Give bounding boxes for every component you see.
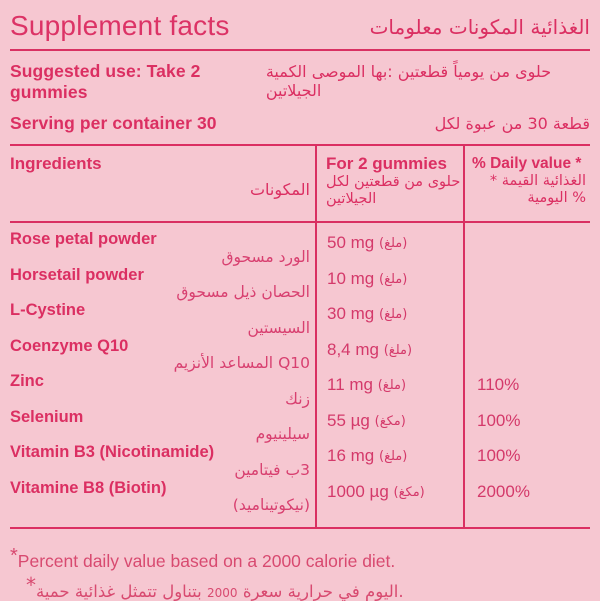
col-header-ingredients <box>10 146 315 221</box>
ingredient-name-en: Selenium <box>10 407 84 426</box>
col-amount-ar-line1: لكل قطعتين من حلوى <box>326 174 461 190</box>
col-amount-en: For 2 gummies <box>326 154 447 173</box>
footnote-en-text: Percent daily value based on a 2000 calorie diet. <box>17 551 396 571</box>
footnote <box>10 545 590 601</box>
ingredient-name-en: Vitamin B3 (Nicotinamide) <box>10 443 215 461</box>
page-title-arabic: معلومات المكونات الغذائية <box>369 15 590 39</box>
ingredient-name-ar: فيتامين ب‎3 <box>234 460 310 479</box>
amount-value: 10 mg <box>327 268 379 288</box>
label-header <box>10 8 590 48</box>
ingredient-cell <box>10 479 315 515</box>
amount-unit-ar: (ملغ) <box>378 271 408 287</box>
page-title: Supplement facts <box>10 10 230 41</box>
ingredient-name-ar: زنك <box>285 389 310 408</box>
ingredient-cell <box>10 337 315 373</box>
table-row <box>10 372 590 408</box>
suggested-use-en: Suggested use: Take 2 gummies <box>10 61 201 102</box>
amount-unit-ar: (ملغ) <box>377 378 407 393</box>
col-ingredients-ar: المكونات <box>249 180 310 199</box>
ingredient-cell <box>10 372 315 408</box>
ingredient-cell <box>10 230 315 266</box>
serving-en: Serving per container 30 <box>10 113 217 133</box>
ingredient-cell <box>10 266 315 302</box>
col-header-daily-value <box>463 146 590 221</box>
ingredient-name-en: L-Cystine <box>10 301 86 319</box>
amount-unit-ar: (مكغ) <box>374 413 406 429</box>
ingredients-table <box>10 144 590 529</box>
ingredient-name-ar: (نيكوتيناميد) <box>232 496 310 514</box>
amount-value: 1000 µg <box>327 481 394 501</box>
amount-value: 55 µg <box>327 410 375 430</box>
ingredient-name-ar: الأنزيم المساعد Q10 <box>173 354 310 372</box>
ingredient-cell <box>10 443 315 479</box>
ingredient-name-ar: مسحوق الورد <box>221 247 310 266</box>
asterisk-mark: * <box>10 545 18 567</box>
ingredient-name-ar: السيستين <box>247 318 310 337</box>
daily-value-cell <box>463 337 590 373</box>
footnote-ar-text: حمية غذائية تتمثل بتناول 2000 سعرة حرارية في اليوم. <box>36 582 404 601</box>
col-ingredients-en: Ingredients <box>10 154 102 173</box>
table-row <box>10 408 590 444</box>
amount-value: 8,4 mg <box>327 339 384 359</box>
amount-value: 50 mg <box>327 233 379 252</box>
col-header-amount <box>315 146 463 221</box>
footnote-ar <box>26 573 590 601</box>
ingredient-cell <box>10 301 315 337</box>
amount-unit-ar: (ملغ) <box>383 342 413 358</box>
daily-value-cell: 100% <box>463 408 590 444</box>
ingredient-name-en: Coenzyme Q10 <box>10 336 129 355</box>
suggested-use-row <box>10 61 590 103</box>
table-top-spacer <box>10 223 590 230</box>
asterisk-mark-ar: * <box>26 573 36 597</box>
ingredient-name-en: Rose petal powder <box>10 230 157 248</box>
col-daily-ar-line1: * القيمة الغذائية <box>489 173 586 189</box>
daily-value-cell: 2000% <box>463 479 590 515</box>
table-row <box>10 266 590 302</box>
table-row <box>10 443 590 479</box>
table-header-row <box>10 146 590 223</box>
amount-value: 16 mg <box>327 446 379 465</box>
col-daily-ar-line2: اليومية % <box>527 190 586 206</box>
amount-cell <box>315 479 463 515</box>
table-bottom-spacer <box>10 514 590 527</box>
amount-cell <box>315 337 463 373</box>
daily-value-cell <box>463 266 590 302</box>
col-amount-ar-line2: الجيلاتين <box>326 191 377 207</box>
suggested-use-ar: الكمية الموصى بها: قطعتين يومياً من حلوى الجيلاتين <box>265 62 552 100</box>
header-divider <box>10 49 590 51</box>
amount-value: 30 mg <box>327 304 379 323</box>
ingredient-name-en: Zinc <box>10 372 44 390</box>
footnote-en <box>10 545 590 572</box>
amount-unit-ar: (ملغ) <box>378 236 408 251</box>
daily-value-cell: 110% <box>463 372 590 408</box>
ingredient-name-ar: سيلينيوم <box>255 425 310 443</box>
amount-value: 11 mg <box>327 375 378 394</box>
amount-unit-ar: (ملغ) <box>378 449 408 464</box>
amount-cell <box>315 443 463 479</box>
ingredient-name-en: Vitamine B8 (Biotin) <box>10 478 167 497</box>
ingredient-name-en: Horsetail powder <box>10 265 144 284</box>
amount-unit-ar: (مكغ) <box>393 484 425 500</box>
table-row <box>10 230 590 266</box>
table-row <box>10 301 590 337</box>
table-row <box>10 337 590 373</box>
table-body <box>10 230 590 514</box>
amount-cell <box>315 408 463 444</box>
serving-ar: لكل عبوة من 30 قطعة <box>434 114 590 133</box>
ingredient-cell <box>10 408 315 444</box>
serving-row <box>10 113 590 134</box>
daily-value-cell <box>463 301 590 337</box>
amount-cell <box>315 301 463 337</box>
ingredient-name-ar: مسحوق ذيل الحصان <box>176 283 310 301</box>
amount-unit-ar: (ملغ) <box>378 307 408 322</box>
amount-cell <box>315 372 463 408</box>
daily-value-cell: 100% <box>463 443 590 479</box>
daily-value-cell <box>463 230 590 266</box>
amount-cell <box>315 266 463 302</box>
col-daily-en: % Daily value * <box>472 155 582 172</box>
table-row <box>10 479 590 515</box>
amount-cell <box>315 230 463 266</box>
